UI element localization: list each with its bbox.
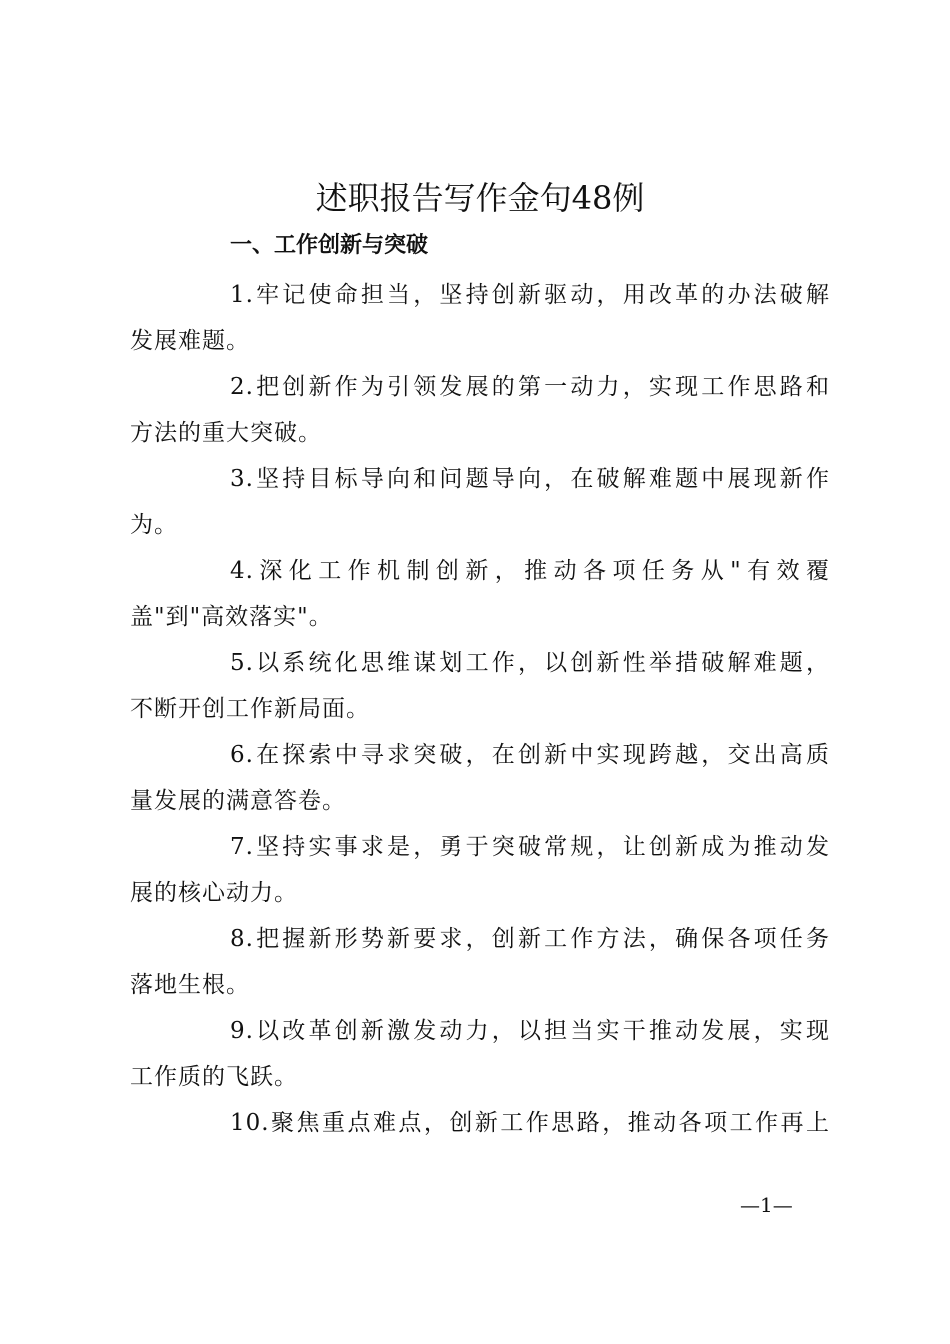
paragraph-line: 为。	[130, 512, 178, 538]
paragraph-item	[130, 272, 830, 364]
paragraph-line: 发展难题。	[130, 328, 250, 354]
paragraph-line: 工作质的飞跃。	[130, 1064, 298, 1090]
paragraph-line: 落地生根。	[130, 972, 250, 998]
paragraph-line: 9.以改革创新激发动力，以担当实干推动发展，实现	[230, 1018, 830, 1044]
paragraph-item	[130, 824, 830, 916]
paragraph-line: 5.以系统化思维谋划工作，以创新性举措破解难题，	[230, 650, 830, 676]
paragraph-line: 2.把创新作为引领发展的第一动力，实现工作思路和	[230, 374, 830, 400]
paragraph-line: 6.在探索中寻求突破，在创新中实现跨越，交出高质	[230, 742, 830, 768]
paragraph-line: 4.深化工作机制创新，推动各项任务从"有效覆	[230, 558, 830, 584]
paragraph-line: 3.坚持目标导向和问题导向，在破解难题中展现新作	[230, 466, 830, 492]
paragraph-line: 7.坚持实事求是，勇于突破常规，让创新成为推动发	[230, 834, 830, 860]
paragraph-item	[130, 732, 830, 824]
paragraph-line: 方法的重大突破。	[130, 420, 322, 446]
paragraph-line: 1.牢记使命担当，坚持创新驱动，用改革的办法破解	[230, 282, 830, 308]
paragraph-line: 不断开创工作新局面。	[130, 696, 370, 722]
paragraph-item	[130, 640, 830, 732]
paragraph-item	[130, 364, 830, 456]
paragraph-line: 展的核心动力。	[130, 880, 298, 906]
document-title: 述职报告写作金句48例	[315, 179, 645, 217]
page-number: —1—	[740, 1193, 793, 1217]
paragraph-line: 10.聚焦重点难点，创新工作思路，推动各项工作再上	[230, 1110, 830, 1136]
paragraph-line: 8.把握新形势新要求，创新工作方法，确保各项任务	[230, 926, 830, 952]
document-body	[130, 272, 830, 1146]
paragraph-item	[130, 548, 830, 640]
paragraph-item	[130, 916, 830, 1008]
paragraph-item	[130, 1100, 830, 1146]
section-heading: 一、工作创新与突破	[230, 233, 429, 258]
paragraph-item	[130, 1008, 830, 1100]
paragraph-line: 盖"到"高效落实"。	[130, 604, 333, 630]
paragraph-item	[130, 456, 830, 548]
paragraph-line: 量发展的满意答卷。	[130, 788, 346, 814]
